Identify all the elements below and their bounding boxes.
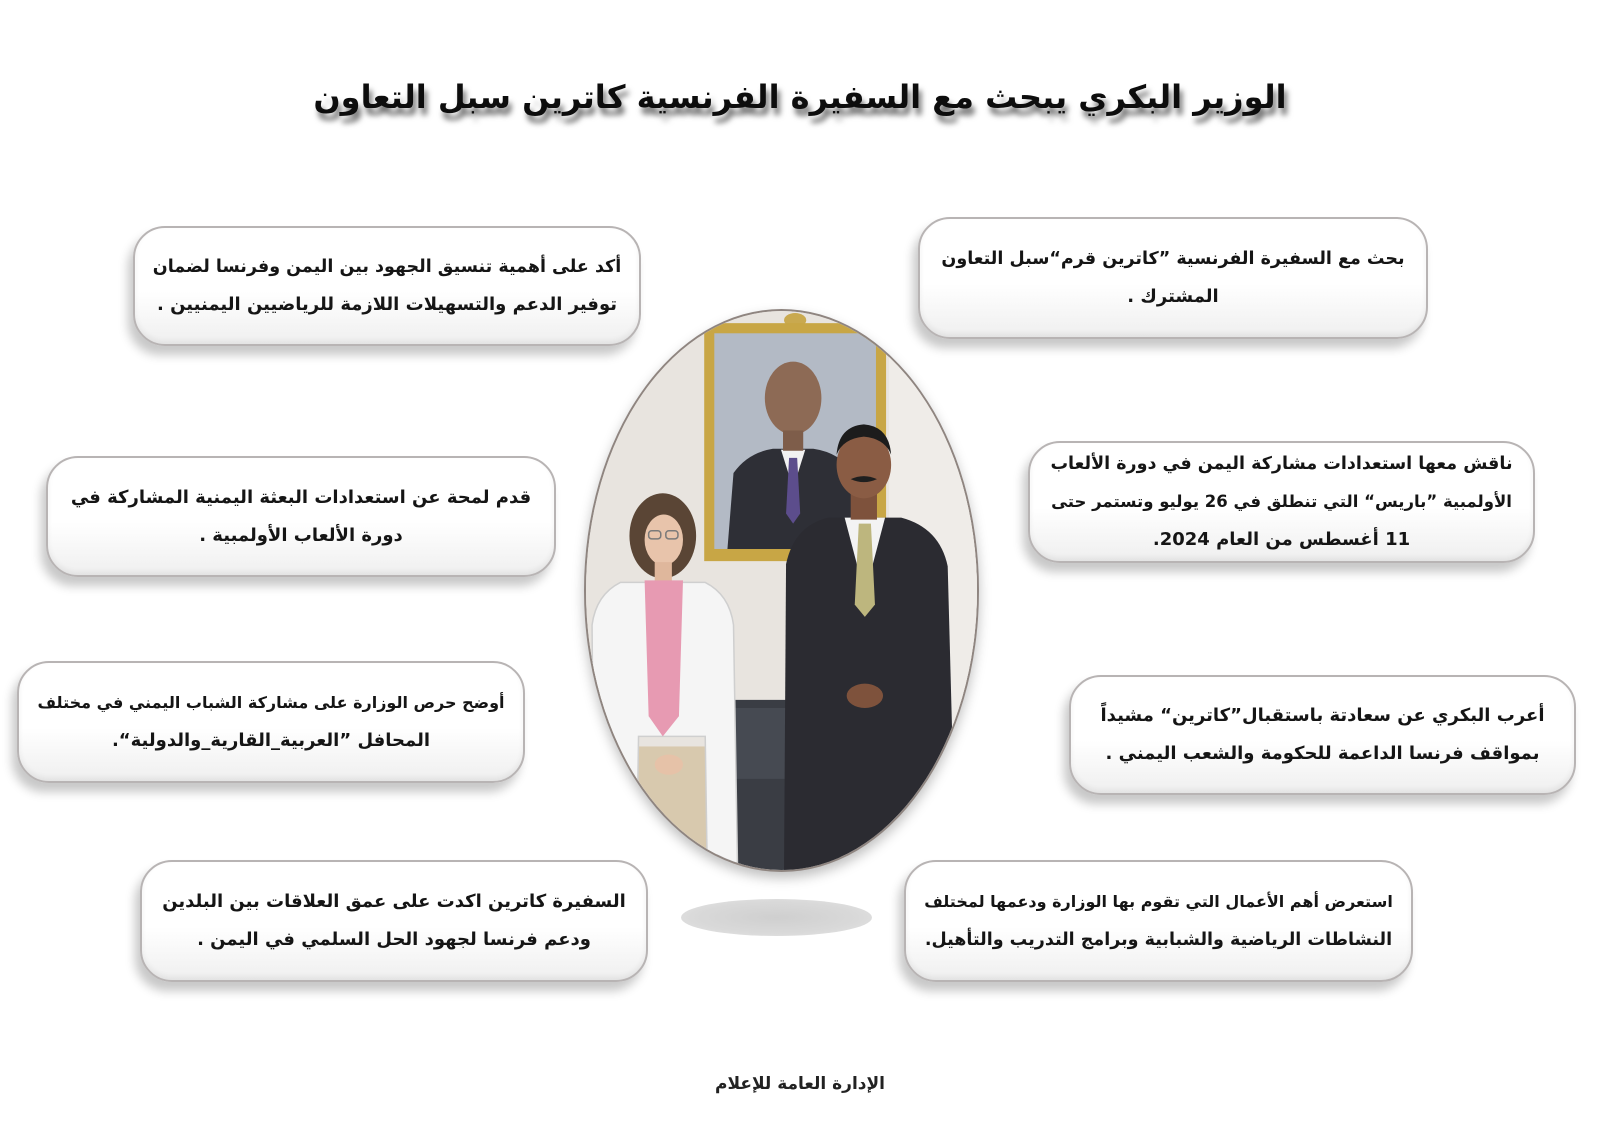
card-text-line: دورة الألعاب الأولمبية . (199, 524, 403, 546)
info-card-left-1 (133, 226, 641, 346)
card-text-line: أوضح حرص الوزارة على مشاركة الشباب اليمني في مختلف (37, 693, 505, 712)
card-text-line: أعرب البكري عن سعادتة باستقبال”كاترين“ مشيداً (1100, 705, 1545, 726)
info-card-right-4 (904, 860, 1413, 982)
info-card-right-1 (918, 217, 1428, 339)
info-card-left-2 (46, 456, 556, 577)
page-title: الوزير البكري يبحث مع السفيرة الفرنسية كاترين سبل التعاون (313, 78, 1287, 116)
card-text-line: بمواقف فرنسا الداعمة للحكومة والشعب اليمني . (1105, 743, 1540, 764)
footer-department: الإدارة العامة للإعلام (715, 1074, 885, 1094)
woman-face (645, 515, 683, 566)
card-text-line: ودعم فرنسا لجهود الحل السلمي في اليمن . (197, 929, 591, 950)
card-text-line: النشاطات الرياضية والشبابية وبرامج التدريب والتأهيل. (924, 930, 1393, 950)
meeting-photo (584, 309, 979, 872)
card-text-line: استعرض أهم الأعمال التي تقوم بها الوزارة ودعمها لمختلف (924, 892, 1393, 911)
woman-pink-shirt (645, 580, 683, 736)
card-text-line: السفيرة كاترين اكدت على عمق العلاقات بين البلدين (162, 891, 626, 912)
meeting-photo-illustration (586, 311, 977, 870)
card-text-line: أكد على أهمية تنسيق الجهود بين اليمن وفرنسا لضمان (152, 257, 622, 277)
photo-shadow (681, 899, 872, 936)
card-text-line: توفير الدعم والتسهيلات اللازمة للرياضيين اليمنيين . (156, 294, 618, 315)
man-hands (847, 684, 883, 708)
card-text-line: ناقش معها استعدادات مشاركة اليمن في دورة الألعاب (1050, 454, 1513, 474)
card-text-line: الأولمبية ”باريس“ التي تنطلق في 26 يوليو وتستمر حتى (1051, 492, 1512, 511)
portrait-neck (783, 430, 803, 450)
card-text-line: 11 أغسطس من العام 2024. (1152, 529, 1411, 550)
woman-hands (655, 755, 683, 775)
card-text-line: بحث مع السفيرة الفرنسية ”كاترين قرم“سبل التعاون (941, 249, 1405, 269)
card-text-line: قدم لمحة عن استعدادات البعثة اليمنية المشاركة في (70, 486, 532, 508)
woman-neck (655, 562, 672, 582)
info-card-right-2 (1028, 441, 1535, 563)
info-card-right-3 (1069, 675, 1576, 795)
portrait-head (765, 362, 822, 435)
card-text-line: المشترك . (1127, 286, 1219, 307)
card-text-line: المحافل ”العربية_القارية_والدولية“. (111, 730, 431, 751)
info-card-left-4 (140, 860, 648, 982)
info-card-left-3 (17, 661, 525, 783)
